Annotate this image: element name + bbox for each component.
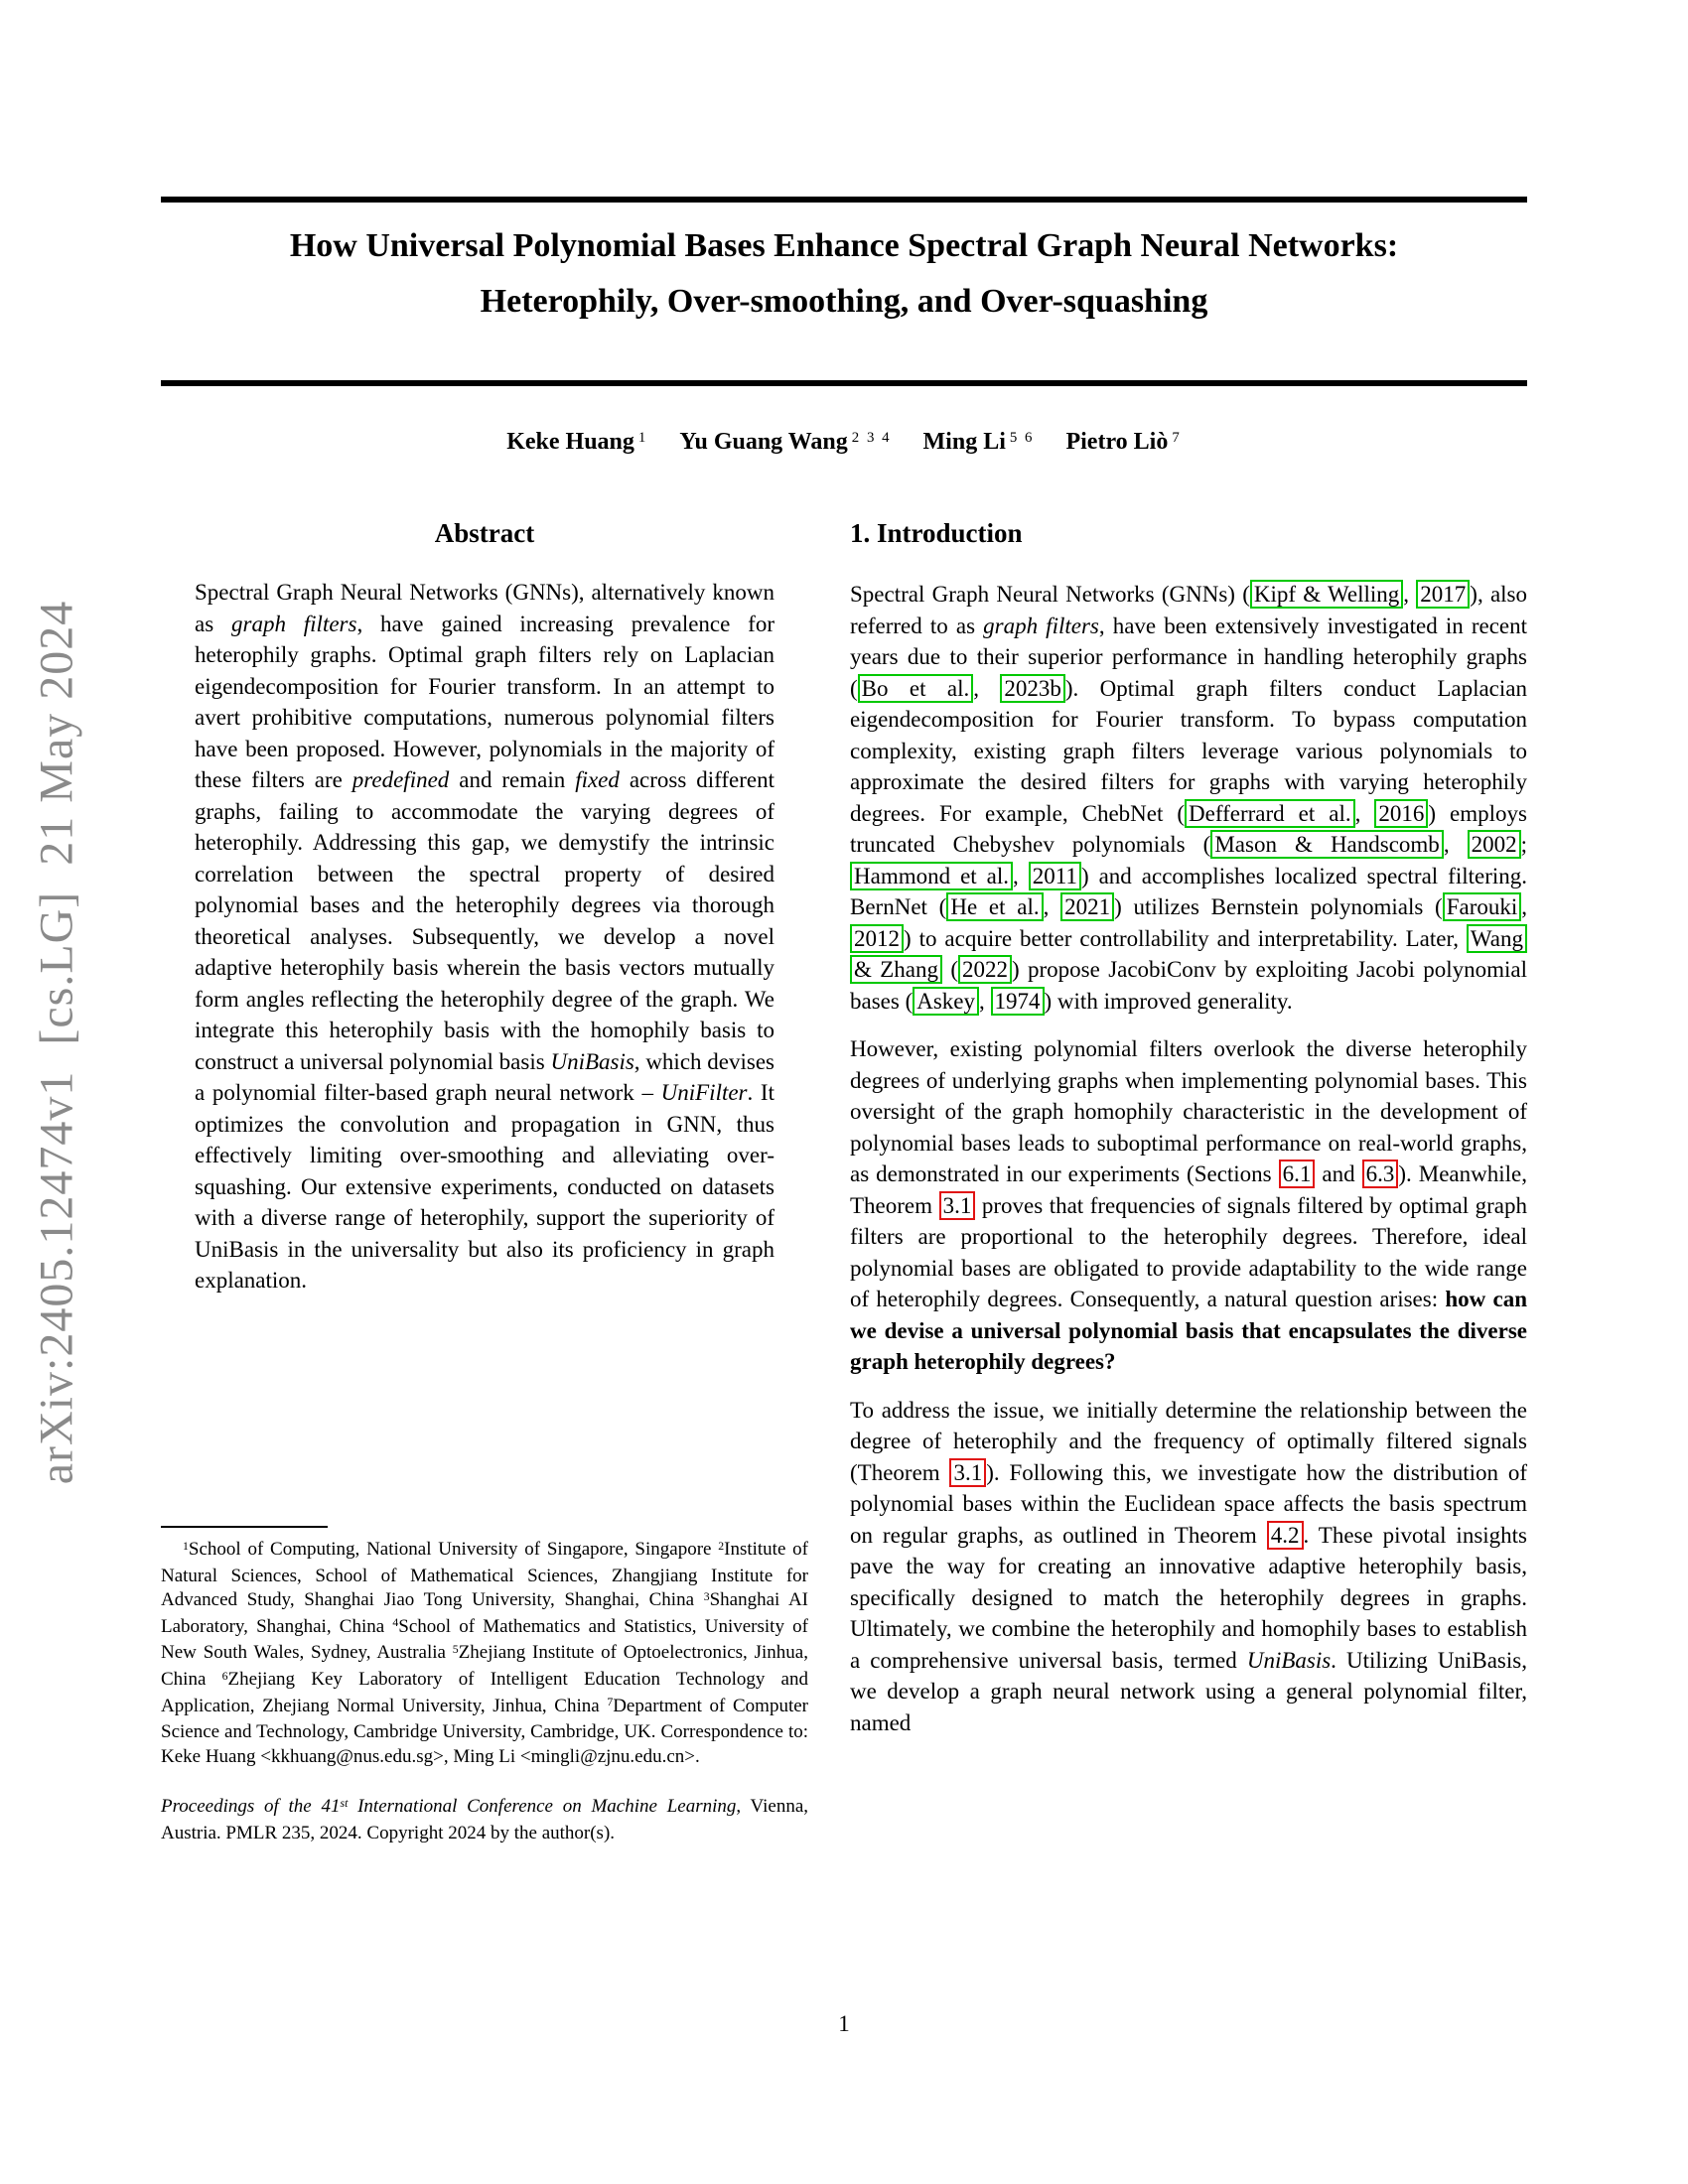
author-affiliation-sup: 2 3 4 (851, 430, 892, 447)
author (923, 429, 1035, 455)
author-list (161, 429, 1527, 456)
citation-link[interactable]: Mason & Handscomb (1210, 830, 1443, 859)
text-run: Spectral Graph Neural Networks (GNNs), alternatively known as (195, 580, 774, 636)
text-run: School of Mathematics and Statistics, University of New South Wales, Sydney, Australia (161, 1615, 808, 1664)
citation-link[interactable]: 2022 (958, 955, 1012, 984)
author-affiliation-sup: 7 (1172, 430, 1182, 447)
text-run: across different graphs, failing to accommodate the varying degrees of heterophily. Addressing this gap, we demystify the intrinsic correlation between the spectral property of desired polynomial bases and the heterophily degrees via thorough theoretical analyses. Subsequently, we develop a novel adaptive heterophily basis wherein the basis vectors mutually form angles reflecting the heterophily degree of the graph. We integrate this heterophily basis with the homophily basis to construct a universal polynomial basis (195, 767, 774, 1074)
title-rule-top (161, 197, 1527, 203)
internal-reference-link[interactable]: 4.2 (1267, 1521, 1304, 1550)
text-run: 5 (452, 1643, 459, 1657)
page-number: 1 (838, 2011, 850, 2036)
text-run: 7 (607, 1696, 614, 1709)
text-run: ). Meanwhile, Theorem (850, 1161, 1527, 1218)
text-run: Zhejiang Key Laboratory of Intelligent Education Technology and Application, Zhejiang Normal University, Jinhua, China (161, 1668, 808, 1716)
text-run: . These pivotal insights pave the way for creating an innovative adaptive heterophily basis, specifically designed to match the heterophily degrees in graphs. Ultimately, we combine the heterophily and homophily bases to establish a comprehensive universal basis, termed (850, 1522, 1527, 1673)
paragraph (850, 579, 1527, 1017)
paragraph (850, 1033, 1527, 1378)
affiliations-footnote (161, 1538, 808, 1769)
text-run: , (1013, 863, 1029, 888)
citation-link[interactable]: 1974 (991, 987, 1045, 1016)
text-run: and (1315, 1161, 1362, 1186)
text-run: ) utilizes Bernstein polynomials ( (1114, 894, 1443, 919)
paragraph (161, 1795, 808, 1845)
abstract-body (161, 577, 808, 1297)
text-run: ) with improved generality. (1044, 988, 1293, 1014)
author (679, 429, 891, 455)
author-affiliation-sup: 5 6 (1009, 430, 1035, 447)
text-run: Department of Computer Science and Technology, Cambridge University, Cambridge, UK. Correspondence to: Keke Huang <kkhuang@nus.edu.sg>, Ming Li <mingli@zjnu.edu.cn>. (161, 1695, 808, 1767)
citation-link[interactable]: 2017 (1416, 580, 1470, 609)
text-run: ) to acquire better controllability and interpretability. Later, (904, 925, 1467, 951)
citation-link[interactable]: 2012 (850, 924, 904, 953)
title-rule-bottom (161, 380, 1527, 386)
text-run: , have gained increasing prevalence for heterophily graphs. Optimal graph filters rely on Laplacian eigendecomposition for Fourier transform. In an attempt to avert prohibitive computations, numerous polynomial filters have been proposed. However, polynomials in the majority of these filters are (195, 611, 774, 792)
internal-reference-link[interactable]: 6.1 (1279, 1160, 1316, 1188)
text-run: graph filters (983, 613, 1099, 638)
text-run: , (979, 988, 991, 1014)
abstract-heading: Abstract (434, 518, 535, 548)
citation-link[interactable]: 2023b (1000, 674, 1065, 703)
author (1065, 429, 1181, 455)
left-column (161, 516, 808, 1297)
text-run: how can we devise a universal polynomial basis that encapsulates the diverse graph heterophily degrees? (850, 1287, 1527, 1374)
citation-link[interactable]: Bo et al. (858, 674, 974, 703)
text-run: International Conference on Machine Learning (348, 1796, 737, 1818)
text-run: 2 (718, 1539, 725, 1553)
introduction-heading: 1. Introduction (850, 518, 1023, 548)
right-column (850, 516, 1527, 1755)
text-run: ). Optimal graph filters conduct Laplacian eigendecomposition for Fourier transform. To bypass computation complexity, existing graph filters leverage various polynomials to approximate the desired filters for graphs with varying heterophily degrees. For example, ChebNet ( (850, 675, 1527, 826)
introduction-body (850, 579, 1527, 1738)
author (506, 429, 647, 455)
proceedings-notice (161, 1795, 808, 1845)
text-run: predefined (352, 767, 450, 792)
text-run: , (973, 675, 1001, 701)
text-run: fixed (575, 767, 620, 792)
text-run: UniBasis (1246, 1647, 1332, 1673)
internal-reference-link[interactable]: 3.1 (939, 1191, 976, 1220)
paragraph (161, 1538, 808, 1769)
text-run: UniBasis (550, 1048, 634, 1074)
text-run: , (1043, 894, 1061, 919)
text-run: 6 (221, 1669, 228, 1683)
text-run: and remain (449, 767, 576, 792)
text-run: , have been extensively investigated in recent years due to their superior performance in handling heterophily graphs ( (850, 613, 1528, 701)
text-run: ( (942, 957, 959, 982)
paper-title-line1: How Universal Polynomial Bases Enhance Spectral Graph Neural Networks: (289, 227, 1399, 264)
citation-link[interactable]: He et al. (946, 892, 1043, 921)
text-run: . It optimizes the convolution and propagation in GNN, thus effectively limiting over-smoothing and alleviating over-squashing. Our extensive experiments, conducted on datasets with a diverse range of heterophily, support the superiority of UniBasis in the universality but also its proficiency in graph explanation. (195, 1080, 774, 1293)
text-run: To address the issue, we initially determine the relationship between the degree of heterophily and the frequency of optimally filtered signals (Theorem (850, 1397, 1527, 1485)
text-run: Institute of Natural Sciences, School of Mathematical Sciences, Zhangjiang Institute for Advanced Study, Shanghai Jiao Tong University, Shanghai, China (161, 1539, 808, 1611)
internal-reference-link[interactable]: 6.3 (1362, 1160, 1399, 1188)
text-run: Zhejiang Institute of Optoelectronics, Jinhua, China (161, 1642, 808, 1690)
author-affiliation-sup: 1 (637, 430, 648, 447)
text-run: Spectral Graph Neural Networks (GNNs) ( (850, 582, 1250, 607)
text-run: , which devises a polynomial filter-based graph neural network – (195, 1048, 775, 1105)
citation-link[interactable]: Farouki (1443, 892, 1522, 921)
text-run: ), also referred to as (850, 582, 1527, 638)
text-run: proves that frequencies of signals filtered by optimal graph filters are proportional to the heterophily degrees. Therefore, ideal polynomial bases are obligated to provide adaptability to the wide range of heterophily degrees. Consequently, a natural question arises: (850, 1192, 1527, 1311)
text-run: Proceedings of the 41 (161, 1796, 341, 1818)
text-run: st (340, 1797, 349, 1811)
citation-link[interactable]: Askey (913, 987, 979, 1016)
text-run: 3 (703, 1589, 710, 1603)
footnote-block (161, 1526, 808, 1846)
text-run: ) employs truncated Chebyshev polynomials ( (850, 800, 1527, 857)
text-run: , (1354, 800, 1375, 826)
text-run: ; (1520, 832, 1528, 857)
citation-link[interactable]: 2002 (1468, 830, 1521, 859)
paper-title-line2: Heterophily, Over-smoothing, and Over-squashing (480, 283, 1208, 320)
arxiv-watermark: arXiv:2405.12474v1 [cs.LG] 21 May 2024 (30, 600, 83, 1485)
text-run: 4 (392, 1616, 399, 1630)
text-run: , Vienna, Austria. PMLR 235, 2024. Copyright 2024 by the author(s). (161, 1796, 808, 1843)
text-run: , (1521, 894, 1528, 919)
author-name: Keke Huang (506, 429, 634, 455)
text-run: ). Following this, we investigate how the distribution of polynomial bases within the Euclidean space affects the basis spectrum on regular graphs, as outlined in Theorem (850, 1459, 1527, 1548)
text-run: . Utilizing UniBasis, we develop a graph neural network using a general polynomial filter, named (850, 1647, 1527, 1735)
paper-title (161, 218, 1527, 330)
author-name: Pietro Liò (1065, 429, 1169, 455)
citation-link[interactable]: 2021 (1060, 892, 1114, 921)
citation-link[interactable]: 2016 (1374, 799, 1428, 828)
text-run: , (1443, 832, 1468, 857)
text-run: graph filters (231, 611, 357, 636)
citation-link[interactable]: Hammond et al. (850, 862, 1013, 890)
text-run: Shanghai AI Laboratory, Shanghai, China (161, 1589, 808, 1637)
citation-link[interactable]: Wang & Zhang (850, 924, 1527, 985)
citation-link[interactable]: Kipf & Welling (1250, 580, 1403, 609)
citation-link[interactable]: Defferrard et al. (1185, 799, 1355, 828)
author-name: Yu Guang Wang (679, 429, 848, 455)
text-run: UniFilter (660, 1080, 748, 1105)
text-run: ) and accomplishes localized spectral filtering. BernNet ( (850, 863, 1528, 919)
author-name: Ming Li (922, 429, 1006, 455)
footnote-rule (161, 1526, 328, 1528)
text-run: 1 (183, 1539, 189, 1553)
text-run: , (1403, 582, 1417, 607)
text-run: ) propose JacobiConv by exploiting Jacobi polynomial bases ( (850, 957, 1527, 1014)
text-run: However, existing polynomial filters overlook the diverse heterophily degrees of underlying graphs when implementing polynomial bases. This oversight of the graph homophily characteristic in the development of polynomial bases leads to suboptimal performance on real-world graphs, as demonstrated in our experiments (Sections (850, 1036, 1527, 1186)
paragraph (195, 577, 774, 1297)
paragraph (850, 1395, 1527, 1739)
citation-link[interactable]: 2011 (1029, 862, 1081, 890)
text-run: School of Computing, National University of Singapore, Singapore (188, 1539, 719, 1560)
internal-reference-link[interactable]: 3.1 (949, 1458, 986, 1487)
